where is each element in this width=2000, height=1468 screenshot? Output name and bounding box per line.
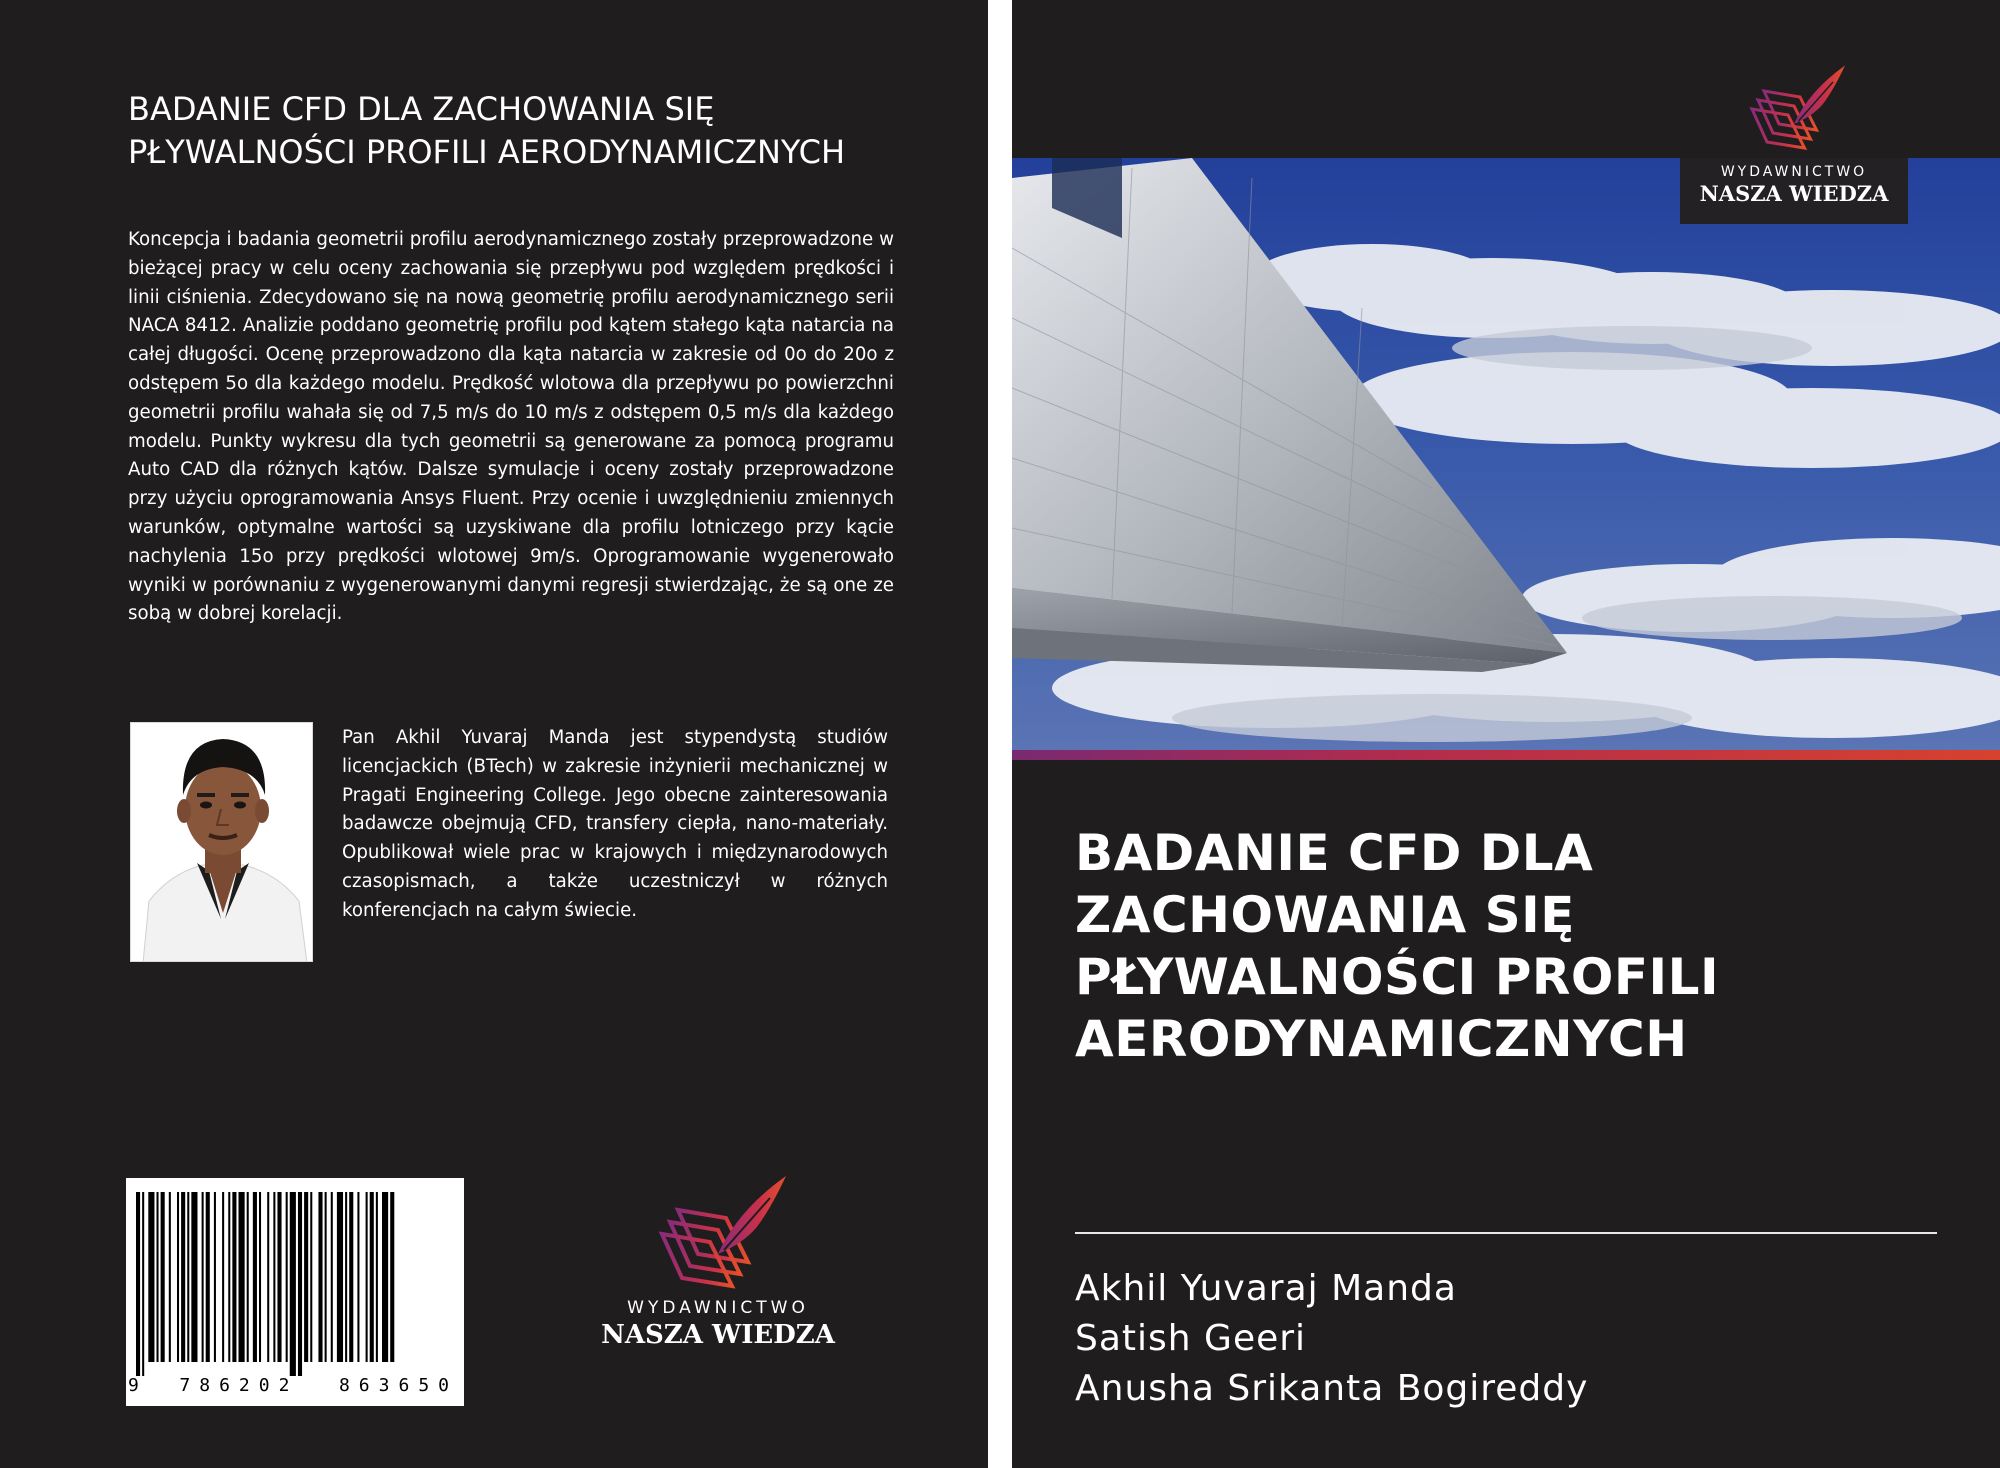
author-photo (130, 722, 313, 962)
barcode-bar (349, 1192, 353, 1362)
barcode-bar (290, 1192, 296, 1376)
barcode-bar (214, 1192, 216, 1362)
barcode-bar (277, 1192, 281, 1362)
title-line: ZACHOWANIA SIĘ (1075, 886, 1575, 944)
accent-bar (1012, 750, 2000, 760)
barcode-bar (142, 1192, 144, 1376)
isbn-number (126, 1375, 464, 1396)
barcode-bar (232, 1192, 236, 1362)
barcode-bar (169, 1192, 171, 1362)
title-line: AERODYNAMICZNYCH (1075, 1010, 1688, 1068)
barcode-bar (206, 1192, 210, 1362)
publisher-logo-plate (1680, 158, 1908, 224)
barcode-bar (247, 1192, 249, 1362)
barcode-bar (136, 1192, 140, 1376)
barcode-bar (228, 1192, 230, 1362)
front-cover-title (1075, 822, 1955, 1070)
isbn-prefix: 9 (128, 1375, 139, 1396)
barcode-bar (181, 1192, 185, 1362)
divider-rule (1075, 1232, 1937, 1234)
barcode-bar (298, 1192, 302, 1376)
barcode-bars (126, 1178, 464, 1378)
isbn-right-group: 863650 (338, 1375, 458, 1396)
barcode-bar (148, 1192, 154, 1362)
spine-gap (988, 0, 1012, 1468)
title-line: BADANIE CFD DLA (1075, 824, 1594, 882)
barcode-bar (161, 1192, 165, 1362)
isbn-left-group: 786202 (179, 1375, 299, 1396)
author-name: Anusha Srikanta Bogireddy (1075, 1368, 1589, 1409)
publisher-logo-back (588, 1170, 848, 1350)
author-bio: Pan Akhil Yuvaraj Manda jest stypendystą studiów licencjackich (BTech) w zakresie inżynierii mechanicznej w Pragati Engineering College. Jego obecne zainteresowania badawcze obejmują CFD, transfery ciepła, nano-materiały. Opublikował wiele prac w krajowych i międzynarodowych czasopismach, a także uczestniczył w różnych konferencjach na całym świecie. (342, 727, 888, 921)
back-cover-title: BADANIE CFD DLA ZACHOWANIA SIĘ PŁYWALNOŚCI PROFILI AERODYNAMICZNYCH (128, 90, 846, 171)
barcode-bar (325, 1192, 327, 1362)
barcode-bar (310, 1192, 312, 1362)
publisher-name: NASZA WIEDZA (601, 1320, 835, 1350)
cover-architecture-sky-image (1012, 158, 2000, 750)
barcode-bar (331, 1192, 333, 1362)
books-with-quill-icon (638, 1170, 798, 1290)
barcode-bar (376, 1192, 378, 1362)
barcode-bar (304, 1192, 308, 1362)
barcode-bar (390, 1192, 394, 1362)
barcode-bar (382, 1192, 388, 1362)
books-with-quill-icon (1734, 56, 1854, 156)
barcode-bar (345, 1192, 347, 1362)
author-list (1075, 1264, 1955, 1414)
publisher-name: NASZA WIEDZA (1699, 181, 1889, 206)
barcode-bar (239, 1192, 245, 1362)
book-abstract: Koncepcja i badania geometrii profilu aerodynamicznego zostały przeprowadzone w bieżącej pracy w celu oceny zachowania się przepływu pod względem prędkości i linii ciśnienia. Zdecydowano się na nową geometrię profilu aerodynamicznego serii NACA 8412. Analizie poddano geometrię profilu pod kątem stałego kąta natarcia na całej długości. Ocenę przeprowadzono dla kąta natarcia w zakresie od 0o do 20o z odstępem 5o dla każdego modelu. Prędkość wlotowa dla przepływu po powierzchni geometrii profilu wahała się od 7,5 m/s do 10 m/s z odstępem 0,5 m/s dla każdego modelu. Punkty wykresu dla tych geometrii są generowane za pomocą programu Auto CAD dla różnych kątów. Dalsze symulacje i oceny zostały przeprowadzone przy użyciu oprogramowania Ansys Fluent. Przy ocenie i uwzględnieniu zmiennych warunków, optymalne wartości są uzyskiwane dla profilu lotniczego przy kącie nachylenia 15o przy prędkości wlotowej 9m/s. Oprogramowanie wygenerowało wyniki w porównaniu z wygenerowanymi danymi regresji stwierdzając, że są one ze sobą w dobrej korelacji. (128, 229, 894, 625)
barcode-bar (273, 1192, 275, 1362)
barcode-bar (177, 1192, 179, 1362)
author-name: Satish Geeri (1075, 1318, 1307, 1359)
title-line: PŁYWALNOŚCI PROFILI (1075, 948, 1720, 1006)
barcode-bar (222, 1192, 224, 1362)
barcode-bar (253, 1192, 257, 1362)
barcode-bar (157, 1192, 159, 1362)
publisher-label: WYDAWNICTWO (1720, 164, 1868, 180)
isbn-barcode (126, 1178, 464, 1406)
barcode-bar (267, 1192, 269, 1362)
barcode-bar (370, 1192, 374, 1362)
barcode-bar (286, 1192, 288, 1362)
publisher-label: WYDAWNICTWO (627, 1298, 809, 1318)
barcode-bar (259, 1192, 261, 1362)
author-name: Akhil Yuvaraj Manda (1075, 1268, 1457, 1309)
barcode-bar (357, 1192, 359, 1362)
author-portrait-image (131, 723, 313, 962)
barcode-bar (366, 1192, 368, 1362)
barcode-bar (191, 1192, 197, 1362)
barcode-bar (202, 1192, 204, 1362)
cover-photo (1012, 158, 2000, 750)
barcode-bar (337, 1192, 343, 1362)
back-cover (0, 0, 988, 1468)
barcode-bar (318, 1192, 322, 1362)
barcode-bar (187, 1192, 189, 1362)
